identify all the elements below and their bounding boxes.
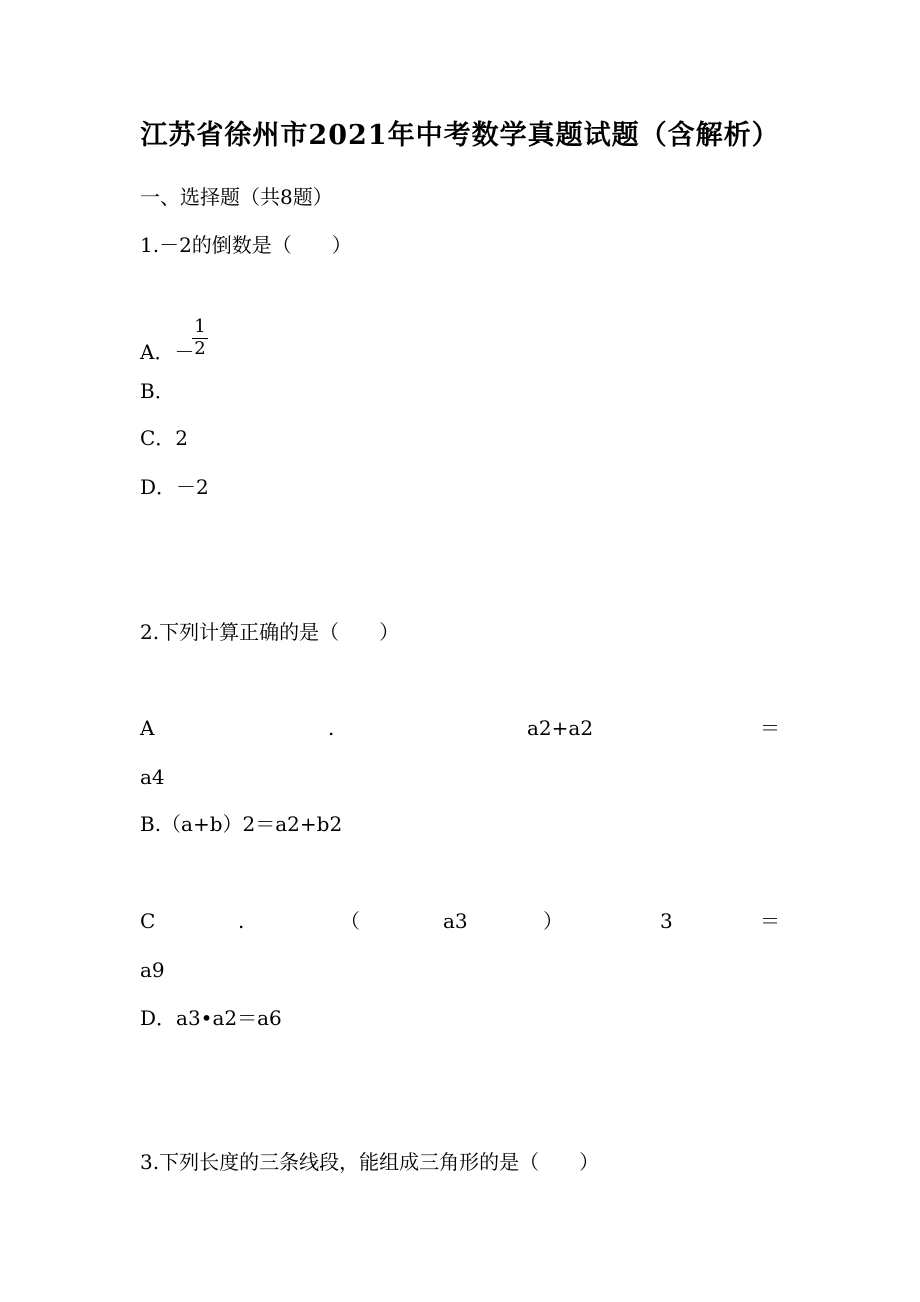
q2-option-c-exponent: 3: [660, 909, 673, 933]
q1-stem: 1.－2的倒数是（ ）: [140, 233, 352, 257]
q2-option-c-base: a3: [443, 909, 468, 933]
q1-option-c: C．2: [140, 426, 189, 450]
q2-option-a-result: a4: [140, 765, 165, 789]
fraction-denominator: 2: [194, 338, 206, 359]
q2-option-c-rparen: ）: [543, 909, 563, 933]
q3-stem: 3.下列长度的三条线段，能组成三角形的是（ ）: [140, 1150, 600, 1174]
q2-option-c-result: a9: [140, 958, 165, 982]
document-title: 江苏省徐州市2021年中考数学真题试题（含解析）: [140, 120, 780, 151]
q2-option-c-equals: ＝: [760, 909, 780, 933]
q2-option-a-dot: .: [328, 716, 335, 740]
q2-option-c-lparen: （: [340, 909, 360, 933]
q1-option-a: A．－: [140, 340, 195, 364]
q2-option-a-letter: A: [140, 716, 155, 740]
q2-option-b: B.（a+b）2＝a2+b2: [140, 812, 343, 836]
section-heading: 一、选择题（共8题）: [140, 185, 333, 209]
fraction-numerator: 1: [194, 316, 206, 337]
q2-stem: 2.下列计算正确的是（ ）: [140, 620, 400, 644]
q2-option-d: D．a3•a2＝a6: [140, 1006, 282, 1030]
q2-option-c-letter: C: [140, 909, 156, 933]
q1-option-a-fraction: [192, 318, 208, 358]
q2-option-c-dot: .: [238, 909, 245, 933]
q2-option-a-expr: a2+a2: [527, 716, 594, 740]
q2-option-a-equals: ＝: [760, 716, 780, 740]
q1-option-d: D．－2: [140, 475, 209, 499]
q1-option-b: B．: [140, 379, 175, 403]
